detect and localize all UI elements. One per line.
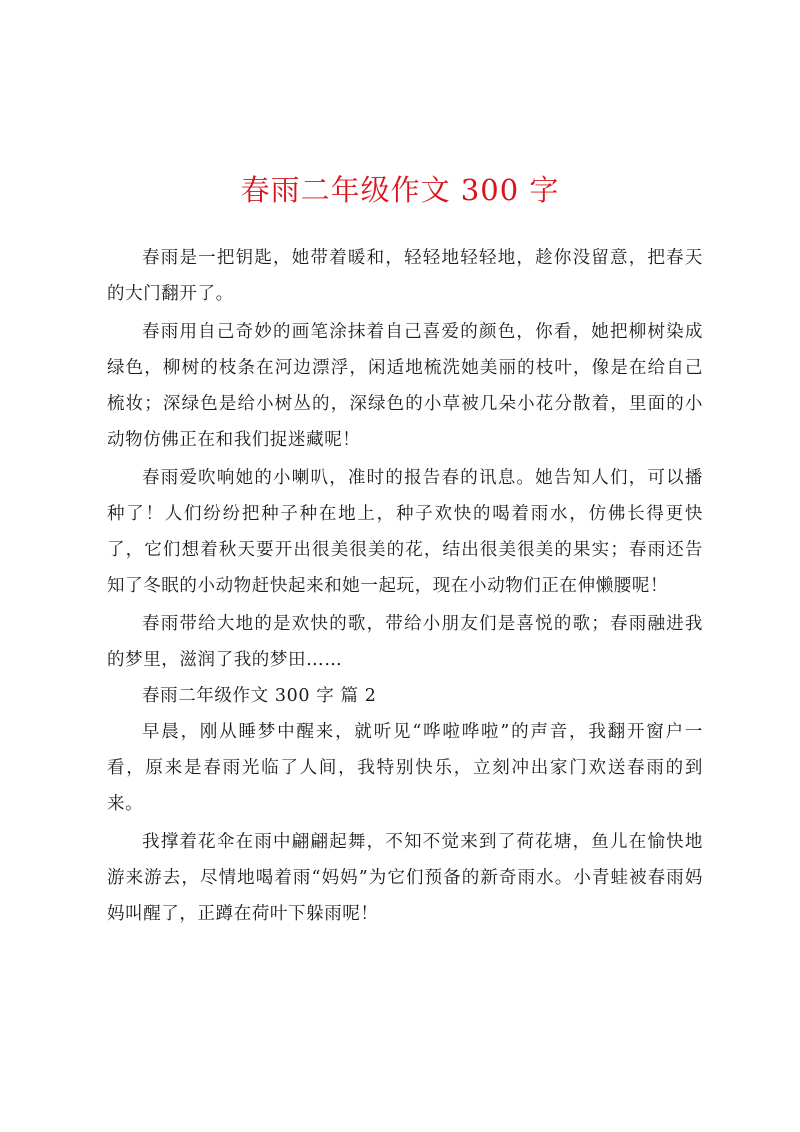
paragraph-2: 春雨用自己奇妙的画笔涂抹着自己喜爱的颜色，你看，她把柳树染成绿色，柳树的枝条在河边漂浮，闲适地梳洗她美丽的枝叶，像是在给自己梳妆；深绿色是给小树丛的，深绿色的小草被几朵小花分散着，里面的小动物仿佛正在和我们捉迷藏呢！ — [107, 322, 703, 450]
paragraph-1: 春雨是一把钥匙，她带着暖和，轻轻地轻轻地，趁你没留意，把春天的大门翻开了。 — [107, 248, 703, 304]
document-body — [107, 240, 703, 932]
paragraph-3: 春雨爱吹响她的小喇叭，准时的报告春的讯息。她告知人们，可以播种了！人们纷纷把种子种在地上，种子欢快的喝着雨水，仿佛长得更快了，它们想着秋天要开出很美很美的花，结出很美很美的果实；春雨还告知了冬眠的小动物赶快起来和她一起玩，现在小动物们正在伸懒腰呢！ — [107, 468, 703, 596]
section-heading: 春雨二年级作文 300 字 篇 2 — [142, 686, 377, 706]
paragraph-6: 我撑着花伞在雨中翩翩起舞，不知不觉来到了荷花塘，鱼儿在愉快地游来游去，尽情地喝着雨“妈妈”为它们预备的新奇雨水。小青蛙被春雨妈妈叫醒了，正蹲在荷叶下躲雨呢！ — [107, 832, 703, 924]
paragraph-5: 早晨，刚从睡梦中醒来，就听见“哗啦哗啦”的声音，我翻开窗户一看，原来是春雨光临了人间，我特别快乐，立刻冲出家门欢送春雨的到来。 — [107, 722, 703, 814]
paragraph-4: 春雨带给大地的是欢快的歌，带给小朋友们是喜悦的歌；春雨融进我的梦里，滋润了我的梦田…… — [107, 614, 703, 670]
document-title: 春雨二年级作文 300 字 — [240, 173, 560, 207]
